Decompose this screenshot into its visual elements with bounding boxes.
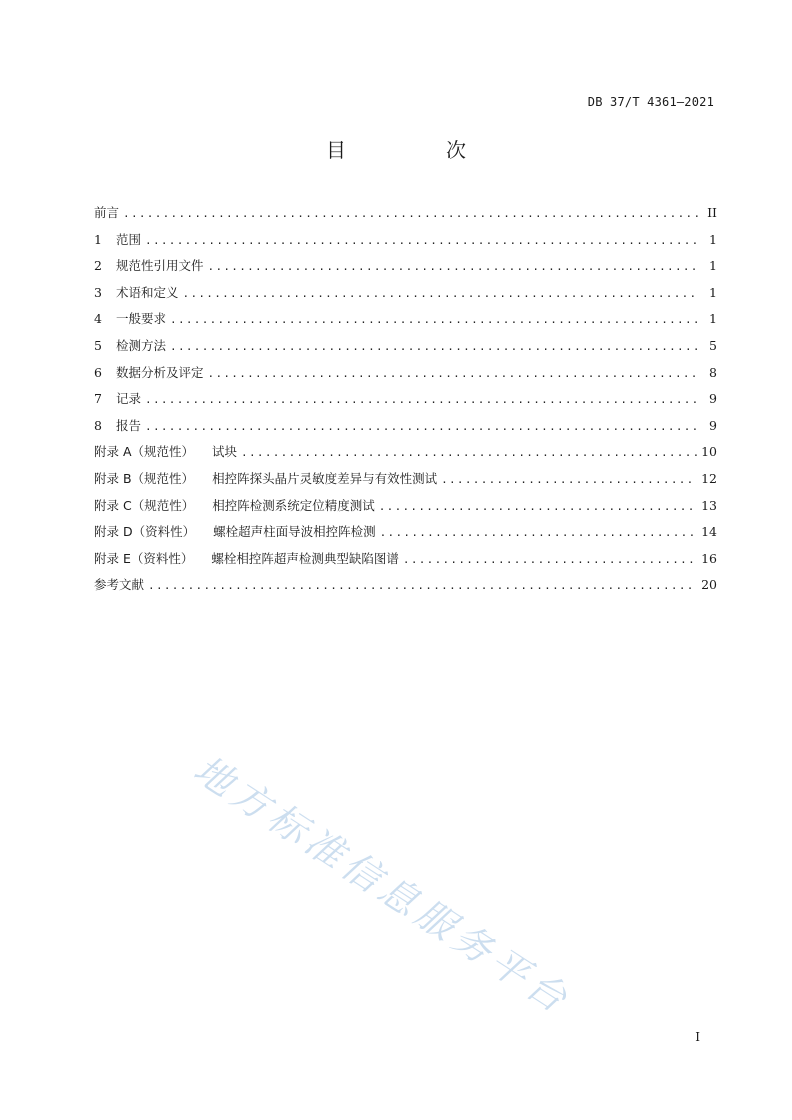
- toc-entry-label: [94, 496, 375, 514]
- toc-entry-label: [94, 522, 376, 540]
- toc-entry[interactable]: [94, 256, 717, 283]
- toc-dot-leader: [145, 420, 699, 433]
- toc-entry-label: [116, 363, 204, 381]
- toc-entry[interactable]: [94, 203, 717, 230]
- document-code: DB 37/T 4361—2021: [587, 95, 714, 109]
- toc-entry-number: 8: [94, 417, 102, 433]
- page-number: I: [695, 1030, 700, 1044]
- toc-entry[interactable]: [94, 469, 717, 496]
- toc-dot-leader: [379, 500, 697, 513]
- toc-entry-label: [116, 416, 141, 434]
- toc-entry-number: 2: [94, 258, 102, 274]
- watermark: 地方标准信息服务平台: [186, 746, 580, 1024]
- toc-entry-number: 1: [94, 231, 102, 247]
- toc-entry[interactable]: [94, 522, 717, 549]
- toc-entry-title: 检测方法: [116, 337, 167, 353]
- toc-entry-label: [94, 469, 437, 487]
- toc-dot-leader: [441, 473, 697, 486]
- toc-dot-leader: [208, 260, 699, 273]
- toc-entry-number: 6: [94, 364, 102, 380]
- toc-dot-leader: [123, 207, 699, 220]
- toc-entry-title: 规范性引用文件: [116, 258, 204, 274]
- toc-entry-number: 5: [94, 337, 102, 353]
- toc-entry[interactable]: [94, 336, 717, 363]
- toc-entry-title: 附录 A（规范性）: [94, 444, 195, 460]
- toc-entry-page: 1: [709, 311, 717, 327]
- table-of-contents: [94, 203, 717, 602]
- toc-entry-subtitle: 相控阵检测系统定位精度测试: [212, 497, 375, 513]
- toc-entry-title: 一般要求: [116, 311, 167, 327]
- toc-dot-leader: [208, 367, 699, 380]
- toc-entry-label: [94, 549, 399, 567]
- toc-entry-page: 20: [701, 577, 717, 593]
- toc-dot-leader: [380, 526, 697, 539]
- toc-entry-label: [116, 389, 141, 407]
- toc-entry-page: 14: [701, 524, 717, 540]
- toc-entry-label: [94, 442, 237, 460]
- toc-entry[interactable]: [94, 363, 717, 390]
- toc-entry-page: II: [707, 205, 717, 220]
- toc-entry[interactable]: [94, 389, 717, 416]
- page-title: 目 次: [326, 138, 506, 162]
- toc-entry-label: [116, 256, 204, 274]
- toc-entry-subtitle: 相控阵探头晶片灵敏度差异与有效性测试: [212, 470, 438, 486]
- toc-dot-leader: [170, 313, 699, 326]
- toc-entry-title: 附录 E（资料性）: [94, 550, 194, 566]
- toc-entry-page: 10: [701, 444, 717, 460]
- toc-dot-leader: [183, 287, 699, 300]
- toc-entry[interactable]: [94, 230, 717, 257]
- toc-entry-title: 报告: [116, 417, 142, 433]
- toc-dot-leader: [145, 393, 699, 406]
- toc-entry[interactable]: [94, 283, 717, 310]
- toc-entry-page: 13: [701, 497, 717, 513]
- toc-entry[interactable]: [94, 309, 717, 336]
- toc-entry-title: 范围: [116, 231, 142, 247]
- toc-entry-number: 4: [94, 311, 102, 327]
- toc-dot-leader: [145, 234, 699, 247]
- toc-entry-page: 5: [709, 337, 717, 353]
- toc-entry-label: [116, 309, 166, 327]
- toc-entry-title: 附录 C（规范性）: [94, 497, 195, 513]
- toc-entry-page: 1: [709, 231, 717, 247]
- toc-entry-page: 16: [701, 550, 717, 566]
- toc-entry-subtitle: 螺栓相控阵超声检测典型缺陷图谱: [211, 550, 399, 566]
- toc-entry[interactable]: [94, 575, 717, 602]
- toc-entry-title: 术语和定义: [116, 284, 179, 300]
- toc-entry[interactable]: [94, 416, 717, 443]
- toc-entry-title: 前言: [94, 205, 120, 220]
- toc-entry-page: 12: [701, 470, 717, 486]
- toc-entry-number: 3: [94, 284, 102, 300]
- toc-entry-label: [116, 283, 179, 301]
- toc-entry-subtitle: 螺栓超声柱面导波相控阵检测: [213, 524, 376, 540]
- toc-entry[interactable]: [94, 442, 717, 469]
- toc-entry-label: [116, 336, 166, 354]
- toc-entry-label: [94, 575, 144, 593]
- toc-entry-title: 附录 B（规范性）: [94, 470, 195, 486]
- toc-dot-leader: [403, 553, 697, 566]
- toc-entry-subtitle: 试块: [212, 444, 238, 460]
- toc-dot-leader: [170, 340, 699, 353]
- toc-entry-page: 9: [709, 417, 717, 433]
- toc-entry-label: [116, 230, 141, 248]
- toc-entry-page: 9: [709, 391, 717, 407]
- toc-dot-leader: [148, 579, 697, 592]
- toc-entry-title: 附录 D（资料性）: [94, 524, 196, 540]
- toc-entry-page: 8: [709, 364, 717, 380]
- toc-entry-title: 记录: [116, 391, 142, 407]
- toc-entry-page: 1: [709, 284, 717, 300]
- toc-dot-leader: [241, 446, 697, 459]
- toc-entry-label: [94, 203, 119, 221]
- toc-entry-number: 7: [94, 391, 102, 407]
- toc-entry[interactable]: [94, 496, 717, 523]
- toc-entry-page: 1: [709, 258, 717, 274]
- toc-entry[interactable]: [94, 549, 717, 576]
- toc-entry-title: 数据分析及评定: [116, 364, 204, 380]
- toc-entry-title: 参考文献: [94, 577, 145, 593]
